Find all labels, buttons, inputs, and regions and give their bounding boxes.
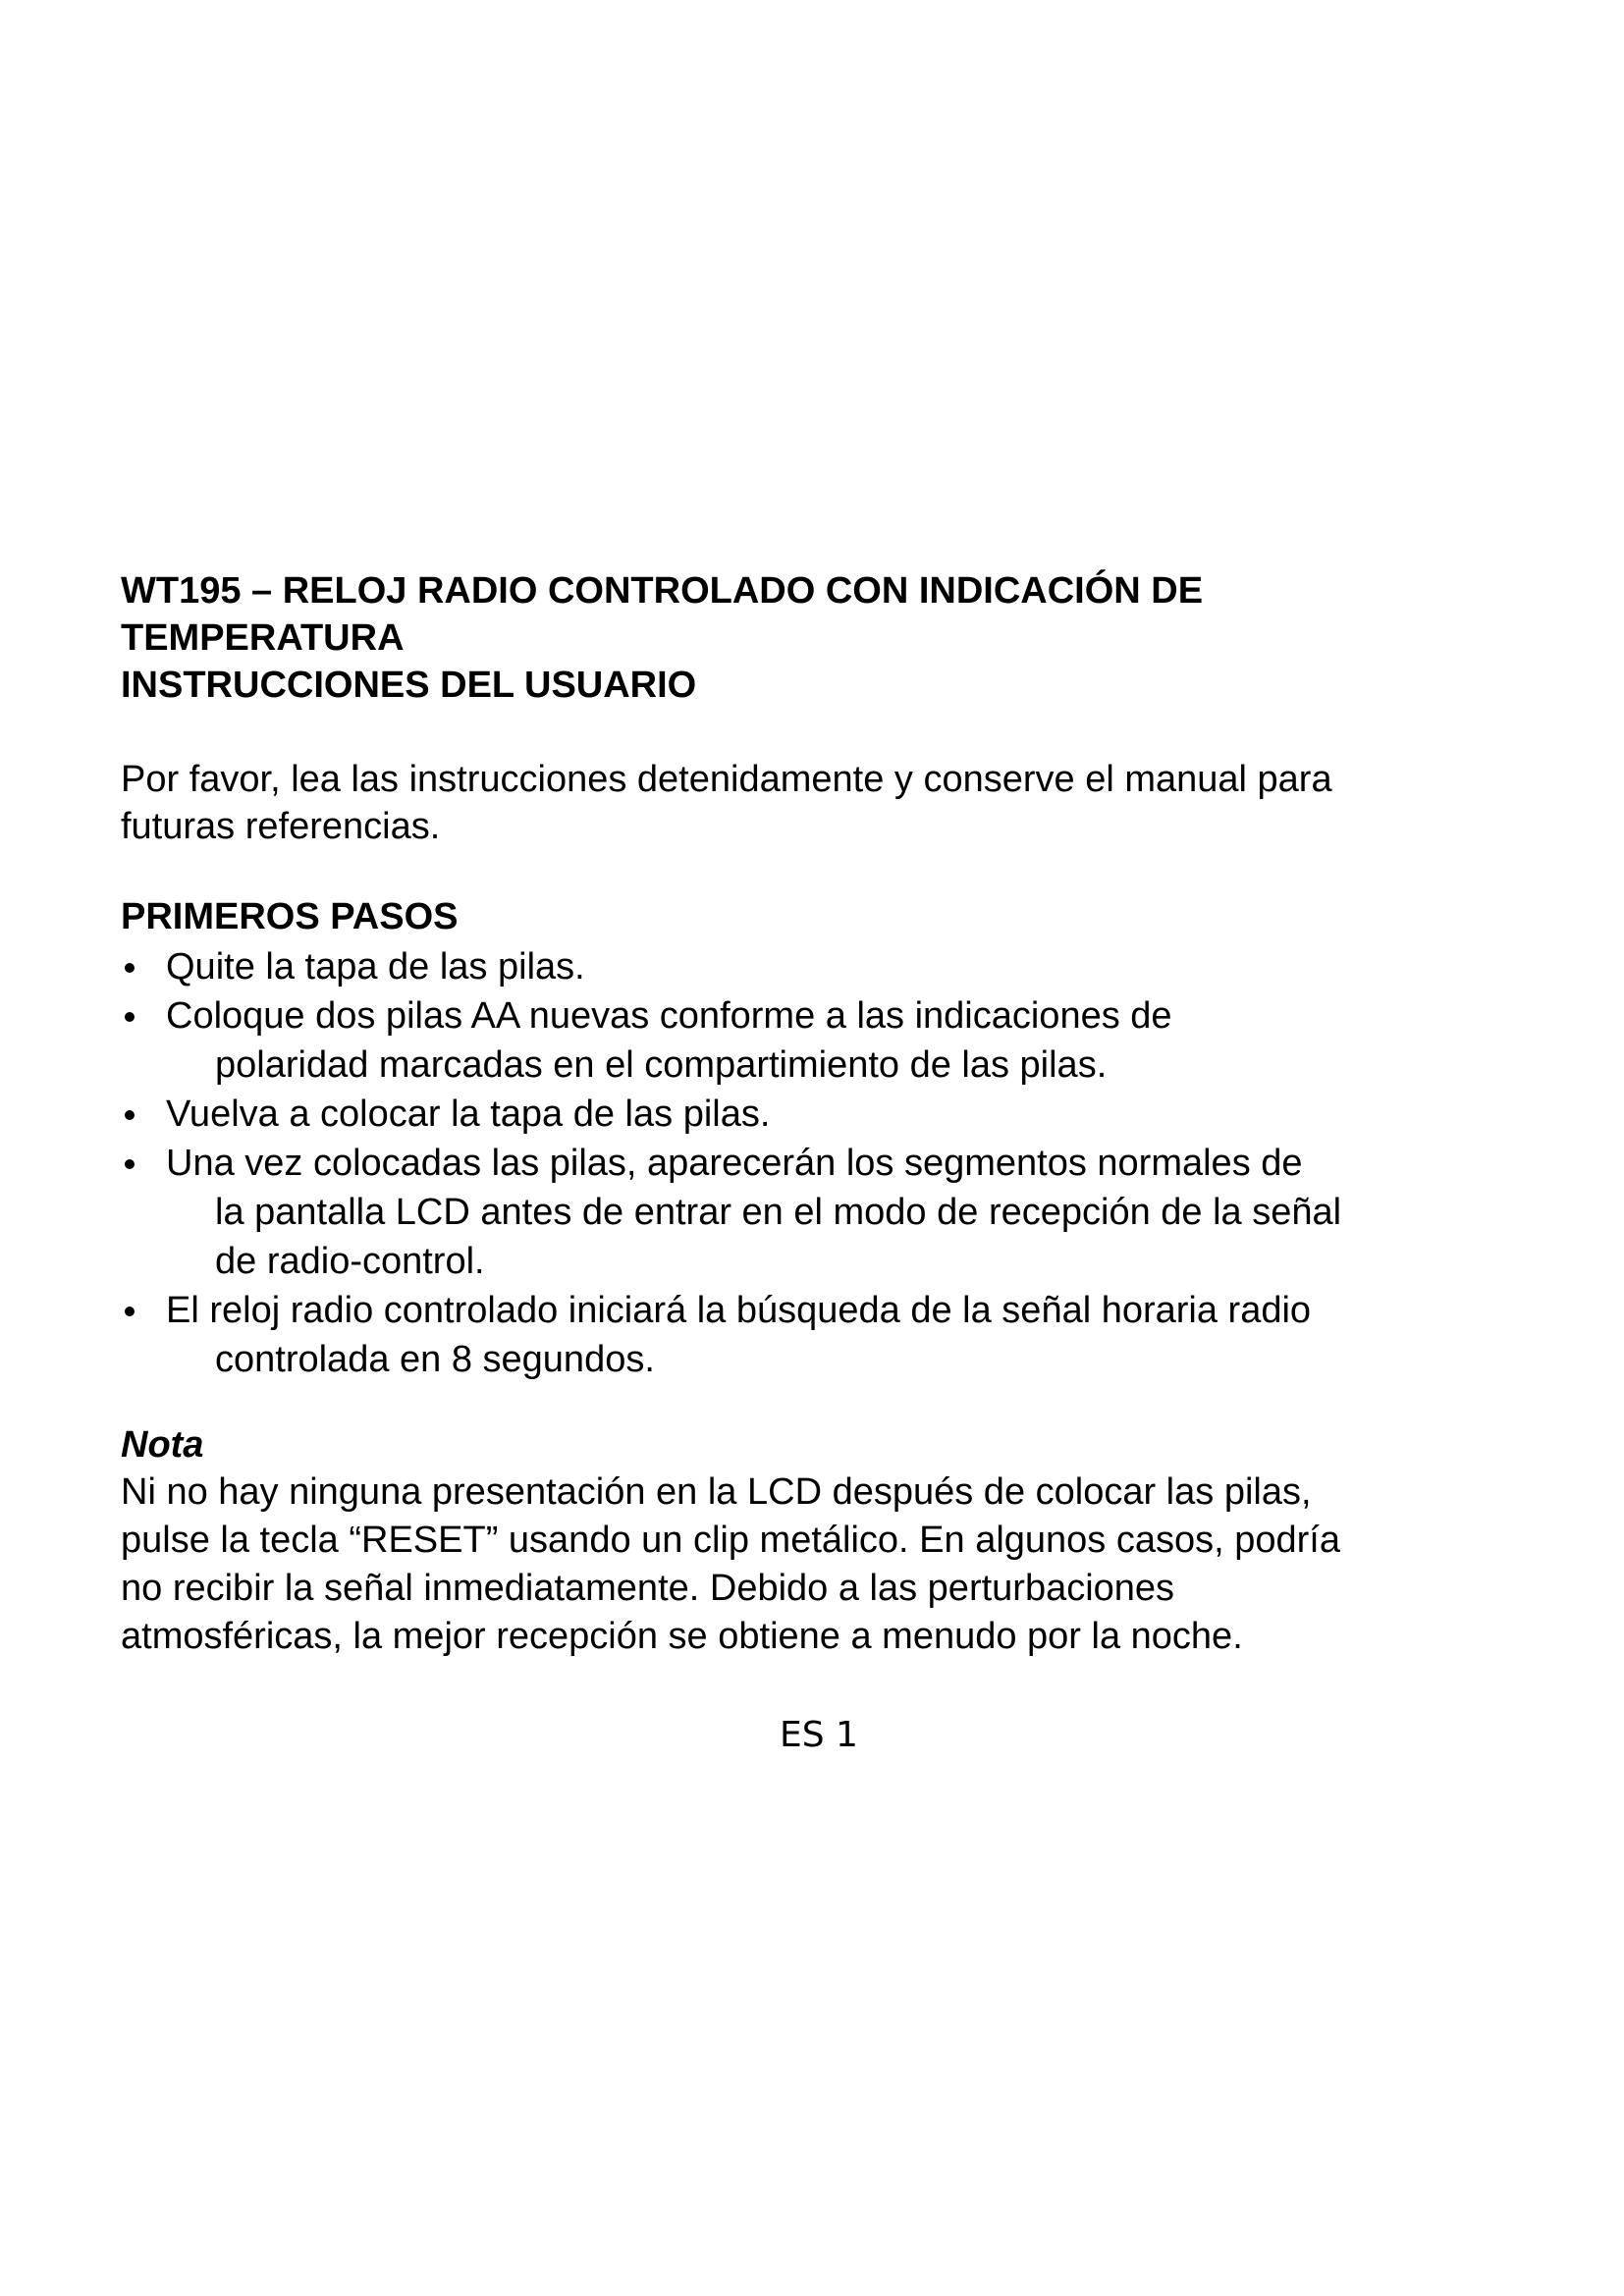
bullet-dot-icon [125,1307,135,1316]
bullet-dot-icon [125,1012,135,1022]
document-title [121,567,1515,709]
bullet-line: de radio-control. [215,1241,485,1282]
bullet-item [121,942,1515,991]
note-heading: Nota [121,1424,204,1466]
bullet-line: Quite la tapa de las pilas. [166,946,585,988]
bullet-dot-icon [125,1110,135,1120]
section-heading: PRIMEROS PASOS [121,896,459,937]
page-number: ES 1 [780,1715,858,1755]
bullet-line: El reloj radio controlado iniciará la búsqueda de la señal horaria radio [166,1290,1312,1331]
note-line-1: Ni no hay ninguna presentación en la LCD después de colocar las pilas, [121,1471,1312,1513]
bullet-item [121,1286,1515,1384]
note-line-3: no recibir la señal inmediatamente. Debido a las perturbaciones [121,1568,1175,1609]
note-line-2: pulse la tecla “RESET” usando un clip metálico. En algunos casos, podría [121,1520,1340,1561]
document-content [121,567,1515,1661]
bullet-item [121,1139,1515,1286]
note-paragraph [121,1468,1515,1661]
bullet-item [121,991,1515,1090]
bullet-line: controlada en 8 segundos. [215,1339,655,1380]
bullet-line: Coloque dos pilas AA nuevas conforme a las indicaciones de [166,995,1172,1037]
intro-line-2: futuras referencias. [121,806,441,847]
bullet-dot-icon [125,1159,135,1169]
bullet-line: Una vez colocadas las pilas, aparecerán los segmentos normales de [166,1143,1303,1184]
title-line-1: WT195 – RELOJ RADIO CONTROLADO CON INDICACIÓN DE [121,570,1204,612]
intro-line-1: Por favor, lea las instrucciones detenidamente y conserve el manual para [121,759,1332,800]
intro-paragraph [121,756,1515,850]
bullet-line: Vuelva a colocar la tapa de las pilas. [166,1094,771,1135]
note-line-4: atmosféricas, la mejor recepción se obtiene a menudo por la noche. [121,1616,1243,1657]
bullet-list [121,942,1515,1384]
title-line-3: INSTRUCCIONES DEL USUARIO [121,665,697,706]
bullet-line: la pantalla LCD antes de entrar en el modo de recepción de la señal [215,1192,1342,1233]
bullet-dot-icon [125,963,135,973]
bullet-item [121,1090,1515,1139]
bullet-line: polaridad marcadas en el compartimiento de las pilas. [215,1044,1108,1086]
title-line-2: TEMPERATURA [121,617,405,659]
